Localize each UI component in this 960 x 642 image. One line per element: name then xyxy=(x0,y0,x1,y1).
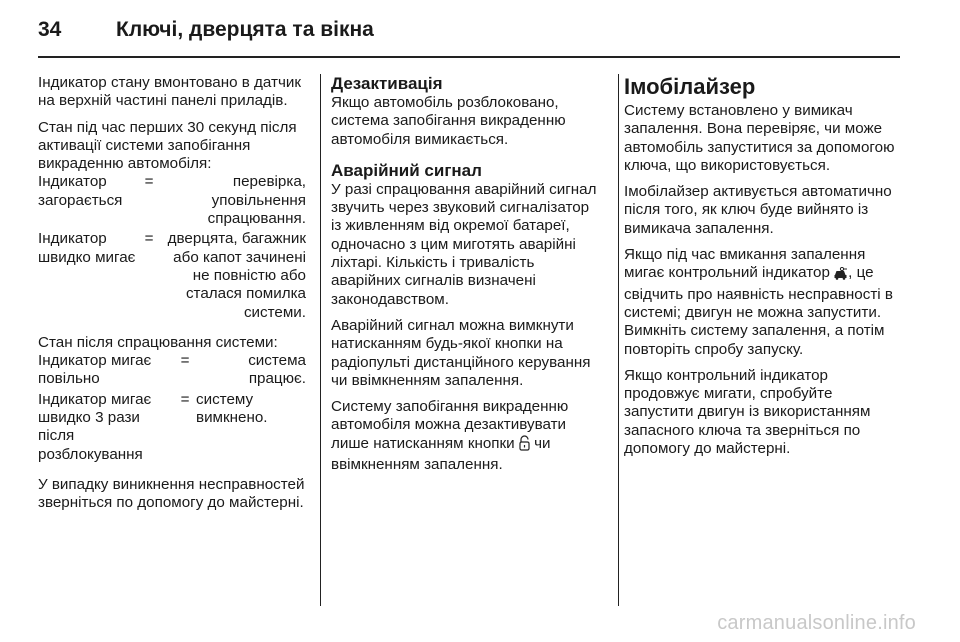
column-divider-1 xyxy=(320,74,321,606)
alarm-heading: Аварійний сигнал xyxy=(331,160,482,180)
status-table-active xyxy=(38,352,306,466)
immobilizer-text-1: Систему встановлено у вимикач запалення. Вона перевіряє, чи може автомобіль запуститися за допомогою ключа, що використовується. xyxy=(624,102,895,174)
table-value: перевірка, уповільнення спрацювання. xyxy=(207,173,306,228)
alarm-text-3-end: чи ввімкненням запалення. xyxy=(331,434,551,474)
malfunction-text: У випадку виникнення несправностей зверніться по допомогу до майстерні. xyxy=(38,475,305,512)
deactivation-text: Якщо автомобіль розблоковано, система запобігання викраденню автомобіля вимикається. xyxy=(331,94,566,148)
deactivation-heading: Дезактивація xyxy=(331,74,443,93)
immobilizer-text-4: Якщо контрольний індикатор продовжує мигати, спробуйте запустити двигун із використанням запасного ключа та зверніться по допомогу до майстерні. xyxy=(624,366,871,458)
table-equals: = xyxy=(144,173,154,191)
after-activation-intro: Стан після спрацювання системи: xyxy=(38,333,278,351)
column-divider-2 xyxy=(618,74,619,606)
table-value: систему вимкнено. xyxy=(196,390,268,427)
table-key: Індикатор мигає швидко 3 рази після розблокування xyxy=(38,390,152,463)
table-key: Індикатор мигає повільно xyxy=(38,352,152,388)
alarm-text-2: Аварійний сигнал можна вимкнути натисканням будь-якої кнопки на радіопульті дистанційного керування чи ввімкненням запалення. xyxy=(331,316,591,389)
unlock-button-icon xyxy=(519,435,530,456)
table-key: Індикатор загорається xyxy=(38,173,123,209)
site-watermark: carmanualsonline.info xyxy=(717,612,916,634)
page-number: 34 xyxy=(38,18,62,41)
alarm-text-1: У разі спрацювання аварійний сигнал звучить через звуковий сигналізатор із живленням від окремої батареї, одночасно з цим миготять аварійні ліхтарі. Кількість і тривалість аварійних сигналів визначені законодавством. xyxy=(331,180,597,308)
immobilizer-text-3-start: Якщо під час вмикання запалення мигає контрольний індикатор xyxy=(624,246,866,282)
alarm-text-3-start: Систему запобігання викраденню автомобіля можна дезактивувати лише натисканням кнопки xyxy=(331,398,569,452)
table-row xyxy=(38,352,306,391)
table-key: Індикатор швидко мигає xyxy=(38,230,136,266)
header-divider xyxy=(38,56,900,58)
column-left xyxy=(38,74,306,521)
column-right xyxy=(624,74,906,466)
status-table-initial xyxy=(38,173,306,323)
immobilizer-text-3-end: , це свідчить про наявність несправності в системі; двигун не можна запустити. Вимкніть систему запалення, а потім повторіть спробу запуску. xyxy=(624,264,893,358)
immobilizer-car-key-icon xyxy=(834,267,848,285)
table-row xyxy=(38,173,306,230)
column-middle xyxy=(331,74,603,482)
alarm-text-3 xyxy=(331,398,603,474)
table-equals: = xyxy=(144,230,154,248)
page-header xyxy=(38,18,374,48)
first-30s-status-intro: Стан під час перших 30 секунд після активації системи запобігання викраденню автомобіля: xyxy=(38,118,297,173)
table-row xyxy=(38,230,306,323)
immobilizer-heading: Імобілайзер xyxy=(624,74,756,99)
indicator-location-text: Індикатор стану вмонтовано в датчик на верхній частині панелі приладів. xyxy=(38,74,302,110)
table-value: дверцята, багажник або капот зачинені не повністю або сталася помилка системи. xyxy=(167,230,306,321)
table-value: система працює. xyxy=(248,352,306,388)
immobilizer-text-2: Імобілайзер активується автоматично після того, як ключ буде вийнято із вимикача запалення. xyxy=(624,183,892,237)
page-title: Ключі, дверцята та вікна xyxy=(116,18,374,41)
table-equals: = xyxy=(180,390,190,408)
immobilizer-text-3 xyxy=(624,246,906,359)
table-equals: = xyxy=(180,352,190,370)
table-row xyxy=(38,391,306,466)
